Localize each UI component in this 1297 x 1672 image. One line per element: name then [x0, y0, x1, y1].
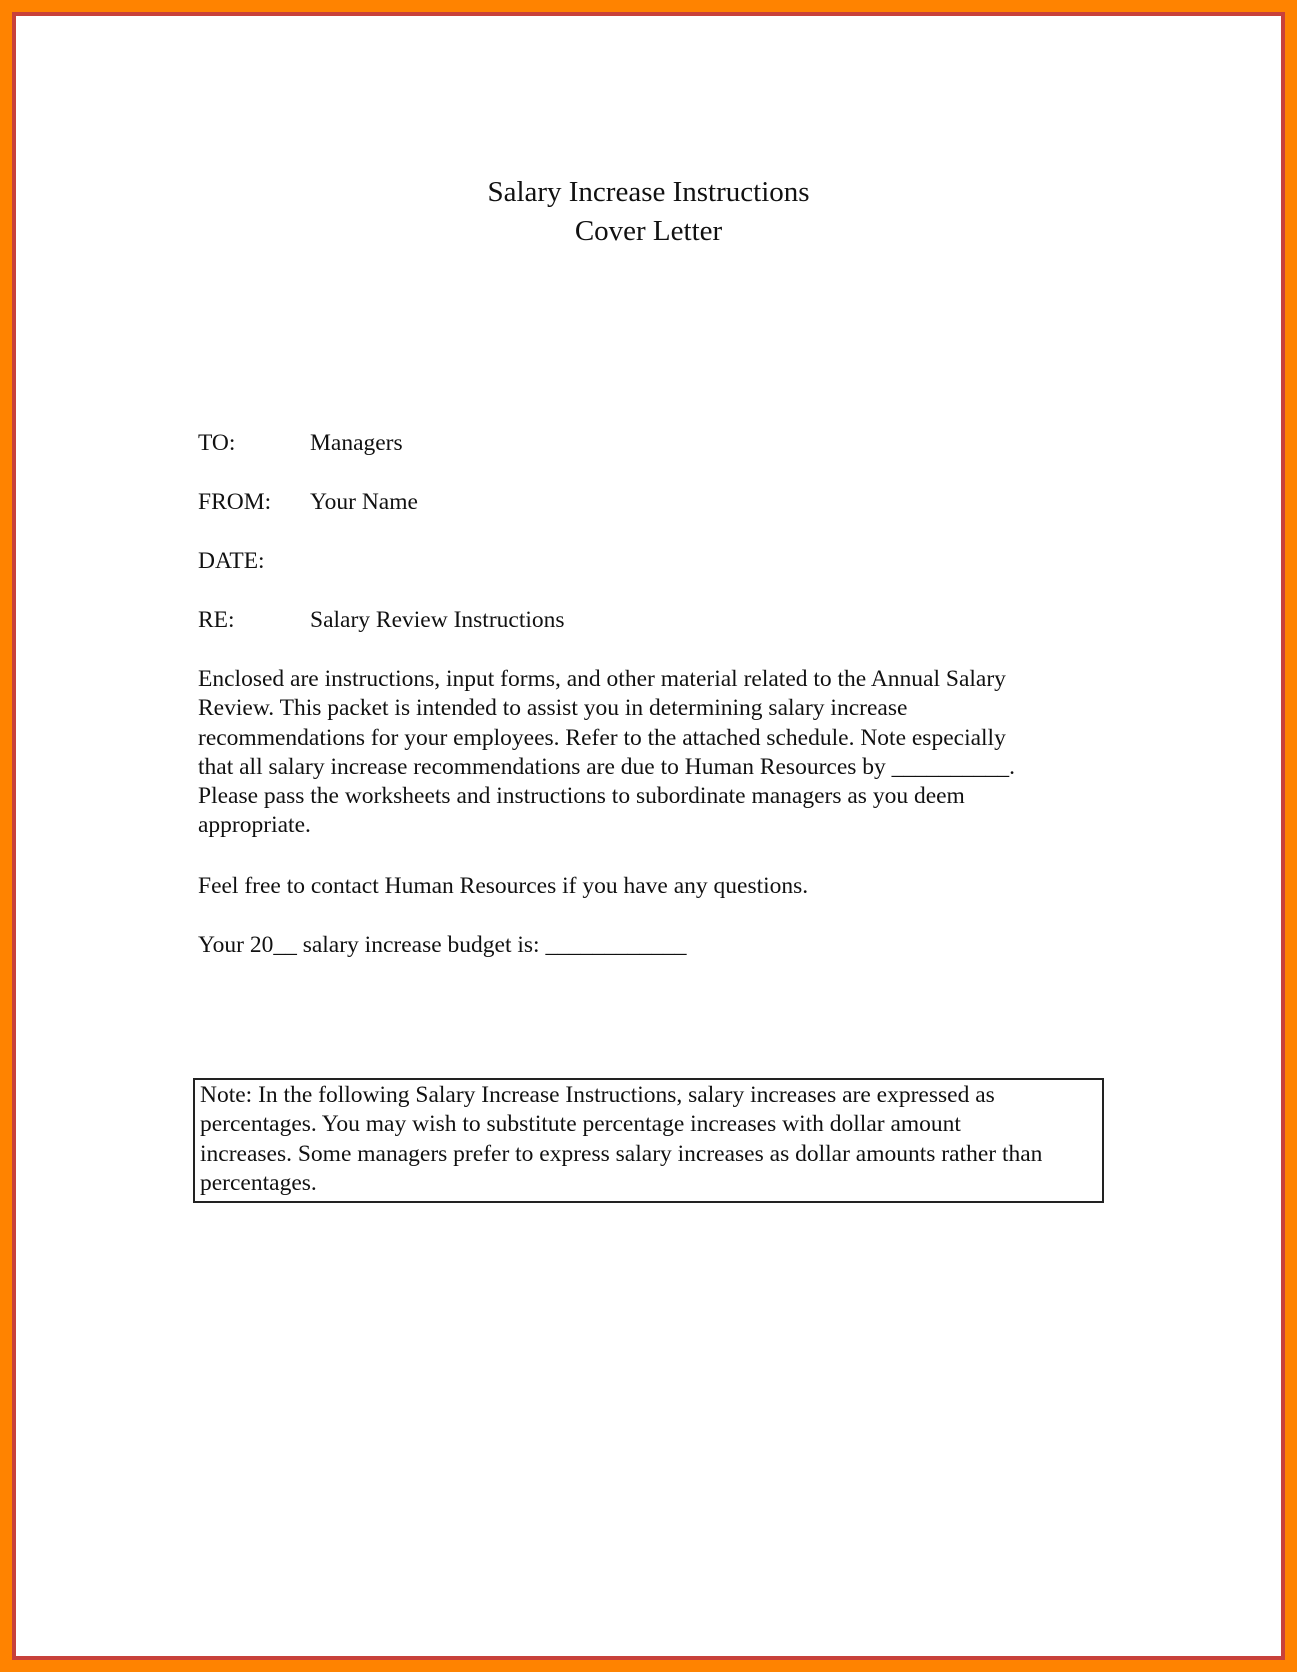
document-subtitle: Cover Letter [574, 215, 723, 247]
body-paragraph-3: Your 20__ salary increase budget is: ____________ [198, 932, 687, 958]
paragraph-line: that all salary increase recommendations are due to Human Resources by __________. [198, 753, 1016, 780]
from-label: FROM: [198, 489, 272, 515]
re-label: RE: [198, 607, 235, 633]
document-title: Salary Increase Instructions [487, 176, 810, 208]
note-line: percentages. You may wish to substitute percentage increases with dollar amount [200, 1111, 961, 1138]
note-line: percentages. [200, 1169, 317, 1196]
paragraph-line: Review. This packet is intended to assist you in determining salary increase [198, 695, 908, 722]
paragraph-line: Please pass the worksheets and instructions to subordinate managers as you deem [198, 783, 965, 810]
re-value: Salary Review Instructions [310, 607, 565, 633]
body-paragraph-1 [198, 665, 1015, 841]
from-value: Your Name [310, 489, 418, 515]
paragraph-line: appropriate. [198, 812, 311, 839]
paragraph-line: recommendations for your employees. Refer to the attached schedule. Note especially [198, 724, 1006, 751]
note-box [193, 1078, 1104, 1203]
note-line: increases. Some managers prefer to express salary increases as dollar amounts rather than [200, 1140, 1043, 1167]
to-value: Managers [310, 430, 403, 456]
paragraph-line: Enclosed are instructions, input forms, and other material related to the Annual Salary [198, 666, 1006, 692]
note-line: Note: In the following Salary Increase Instructions, salary increases are expressed as [200, 1082, 995, 1108]
date-label: DATE: [198, 548, 265, 574]
body-paragraph-2: Feel free to contact Human Resources if you have any questions. [198, 873, 809, 899]
to-label: TO: [198, 430, 236, 456]
